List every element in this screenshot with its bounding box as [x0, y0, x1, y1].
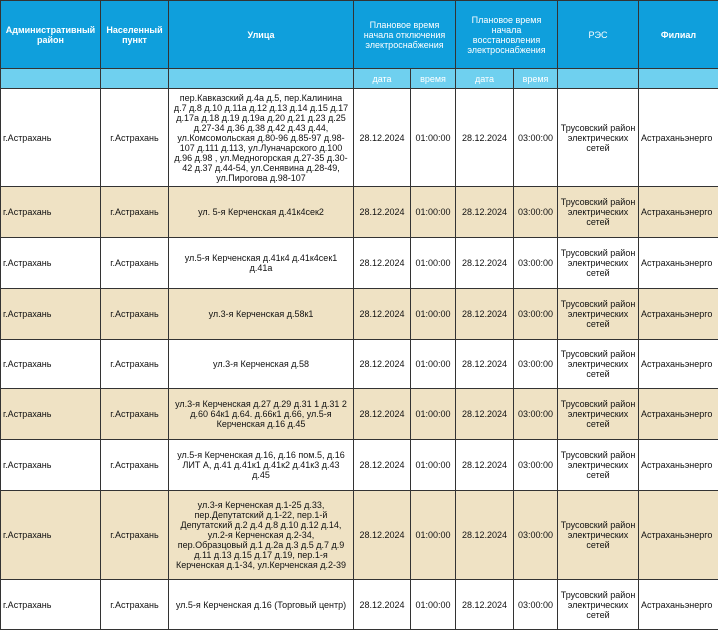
- cell-res: Трусовский район электрических сетей: [558, 580, 639, 630]
- subheader-empty: [1, 69, 101, 89]
- cell-branch: Астраханьэнерго: [639, 440, 718, 491]
- cell-branch: Астраханьэнерго: [639, 580, 718, 630]
- cell-street: ул. 5-я Керченская д.41к4сек2: [169, 187, 354, 238]
- subheader-off-time: время: [411, 69, 456, 89]
- cell-street: пер.Кавказский д.4а д.5, пер.Калинина д.7 д.8 д.10 д.11а д.12 д.13 д.14 д.15 д.17 д.17а д.18 д.19 д.19а д.20 д.21 д.23 д.25 д.27-34 д.36 д.38 д.42 д.43 д.44, ул.Комсомольская д.80-96 д.85-97 д.98-107 д.111 д.113, ул.Луначарского д.100 д.96 д.98 , ул.Медногорская д.27-35 д.30-42 д.37 д.44-54, ул.Сенявина д.28-49, ул.Пирогова д.98-107: [169, 89, 354, 187]
- table-row: [1, 89, 718, 187]
- cell-branch: Астраханьэнерго: [639, 340, 718, 389]
- cell-on-date: 28.12.2024: [456, 440, 514, 491]
- cell-street: ул.5-я Керченская д.41к4 д.41к4сек1 д.41а: [169, 238, 354, 289]
- table-row: [1, 340, 718, 389]
- cell-settlement: г.Астрахань: [101, 389, 169, 440]
- cell-on-time: 03:00:00: [514, 289, 558, 340]
- cell-district: г.Астрахань: [1, 187, 101, 238]
- col-header-restore-time: Плановое время начала восстановления электроснабжения: [456, 1, 558, 69]
- subheader-on-time: время: [514, 69, 558, 89]
- cell-res: Трусовский район электрических сетей: [558, 89, 639, 187]
- table-row: [1, 580, 718, 630]
- cell-branch: Астраханьэнерго: [639, 238, 718, 289]
- cell-on-date: 28.12.2024: [456, 580, 514, 630]
- cell-on-date: 28.12.2024: [456, 89, 514, 187]
- cell-street: ул.5-я Керченская д.16, д.16 пом.5, д.16 ЛИТ А, д.41 д.41к1 д.41к2 д.41к3 д.43 д.45: [169, 440, 354, 491]
- col-header-street: Улица: [169, 1, 354, 69]
- cell-off-date: 28.12.2024: [354, 491, 411, 580]
- cell-off-time: 01:00:00: [411, 340, 456, 389]
- cell-settlement: г.Астрахань: [101, 187, 169, 238]
- cell-district: г.Астрахань: [1, 289, 101, 340]
- subheader-empty: [558, 69, 639, 89]
- cell-off-time: 01:00:00: [411, 89, 456, 187]
- table-row: [1, 187, 718, 238]
- cell-off-date: 28.12.2024: [354, 340, 411, 389]
- cell-on-date: 28.12.2024: [456, 238, 514, 289]
- cell-off-time: 01:00:00: [411, 187, 456, 238]
- cell-on-time: 03:00:00: [514, 440, 558, 491]
- cell-district: г.Астрахань: [1, 440, 101, 491]
- cell-branch: Астраханьэнерго: [639, 491, 718, 580]
- cell-street: ул.3-я Керченская д.58к1: [169, 289, 354, 340]
- cell-branch: Астраханьэнерго: [639, 89, 718, 187]
- cell-settlement: г.Астрахань: [101, 440, 169, 491]
- cell-res: Трусовский район электрических сетей: [558, 440, 639, 491]
- col-header-district: Административный район: [1, 1, 101, 69]
- cell-off-date: 28.12.2024: [354, 187, 411, 238]
- cell-street: ул.3-я Керченская д.27 д.29 д.31 1 д.31 2 д.60 64к1 д.64. д.66к1 д.66, ул.5-я Керченская д.16 д.45: [169, 389, 354, 440]
- cell-street: ул.3-я Керченская д.1-25 д.33, пер.Депутатский д.1-22, пер.1-й Депутатский д.2 д.4 д.8 д.10 д.12 д.14, ул.2-я Керченская д.2-34, пер.Образцовый д.1 д.2а д.3 д.5 д.7 д.9 д.11 д.13 д.15 д.17 д.19, пер.1-я Керченская д.1-34, ул.Керченская д.2-39: [169, 491, 354, 580]
- cell-on-date: 28.12.2024: [456, 187, 514, 238]
- cell-on-time: 03:00:00: [514, 389, 558, 440]
- table-header: [1, 1, 718, 89]
- cell-on-time: 03:00:00: [514, 340, 558, 389]
- col-header-off-time: Плановое время начала отключения электроснабжения: [354, 1, 456, 69]
- cell-off-date: 28.12.2024: [354, 238, 411, 289]
- cell-on-time: 03:00:00: [514, 89, 558, 187]
- cell-settlement: г.Астрахань: [101, 580, 169, 630]
- cell-res: Трусовский район электрических сетей: [558, 187, 639, 238]
- table-row: [1, 389, 718, 440]
- cell-on-time: 03:00:00: [514, 491, 558, 580]
- cell-on-date: 28.12.2024: [456, 289, 514, 340]
- cell-district: г.Астрахань: [1, 89, 101, 187]
- table-row: [1, 289, 718, 340]
- cell-off-date: 28.12.2024: [354, 580, 411, 630]
- subheader-on-date: дата: [456, 69, 514, 89]
- cell-branch: Астраханьэнерго: [639, 389, 718, 440]
- cell-branch: Астраханьэнерго: [639, 187, 718, 238]
- cell-off-time: 01:00:00: [411, 491, 456, 580]
- cell-off-date: 28.12.2024: [354, 440, 411, 491]
- table-row: [1, 238, 718, 289]
- subheader-empty: [101, 69, 169, 89]
- cell-district: г.Астрахань: [1, 491, 101, 580]
- cell-on-date: 28.12.2024: [456, 340, 514, 389]
- header-row: [1, 1, 718, 69]
- cell-off-time: 01:00:00: [411, 389, 456, 440]
- table-row: [1, 491, 718, 580]
- cell-res: Трусовский район электрических сетей: [558, 289, 639, 340]
- cell-off-date: 28.12.2024: [354, 289, 411, 340]
- cell-district: г.Астрахань: [1, 389, 101, 440]
- cell-on-time: 03:00:00: [514, 238, 558, 289]
- cell-off-date: 28.12.2024: [354, 89, 411, 187]
- cell-settlement: г.Астрахань: [101, 89, 169, 187]
- cell-on-date: 28.12.2024: [456, 389, 514, 440]
- cell-res: Трусовский район электрических сетей: [558, 340, 639, 389]
- col-header-branch: Филиал: [639, 1, 718, 69]
- cell-settlement: г.Астрахань: [101, 340, 169, 389]
- cell-on-time: 03:00:00: [514, 187, 558, 238]
- cell-res: Трусовский район электрических сетей: [558, 389, 639, 440]
- cell-settlement: г.Астрахань: [101, 491, 169, 580]
- cell-district: г.Астрахань: [1, 238, 101, 289]
- cell-district: г.Астрахань: [1, 340, 101, 389]
- cell-off-time: 01:00:00: [411, 440, 456, 491]
- cell-off-date: 28.12.2024: [354, 389, 411, 440]
- cell-off-time: 01:00:00: [411, 580, 456, 630]
- cell-settlement: г.Астрахань: [101, 238, 169, 289]
- cell-street: ул.3-я Керченская д.58: [169, 340, 354, 389]
- cell-res: Трусовский район электрических сетей: [558, 491, 639, 580]
- table-body: [1, 89, 718, 630]
- cell-district: г.Астрахань: [1, 580, 101, 630]
- cell-off-time: 01:00:00: [411, 289, 456, 340]
- subheader-row: [1, 69, 718, 89]
- cell-on-date: 28.12.2024: [456, 491, 514, 580]
- subheader-empty: [639, 69, 718, 89]
- cell-on-time: 03:00:00: [514, 580, 558, 630]
- col-header-settlement: Населенный пункт: [101, 1, 169, 69]
- table-row: [1, 440, 718, 491]
- cell-res: Трусовский район электрических сетей: [558, 238, 639, 289]
- cell-off-time: 01:00:00: [411, 238, 456, 289]
- subheader-off-date: дата: [354, 69, 411, 89]
- cell-street: ул.5-я Керченская д.16 (Торговый центр): [169, 580, 354, 630]
- subheader-empty: [169, 69, 354, 89]
- cell-settlement: г.Астрахань: [101, 289, 169, 340]
- cell-branch: Астраханьэнерго: [639, 289, 718, 340]
- col-header-res: РЭС: [558, 1, 639, 69]
